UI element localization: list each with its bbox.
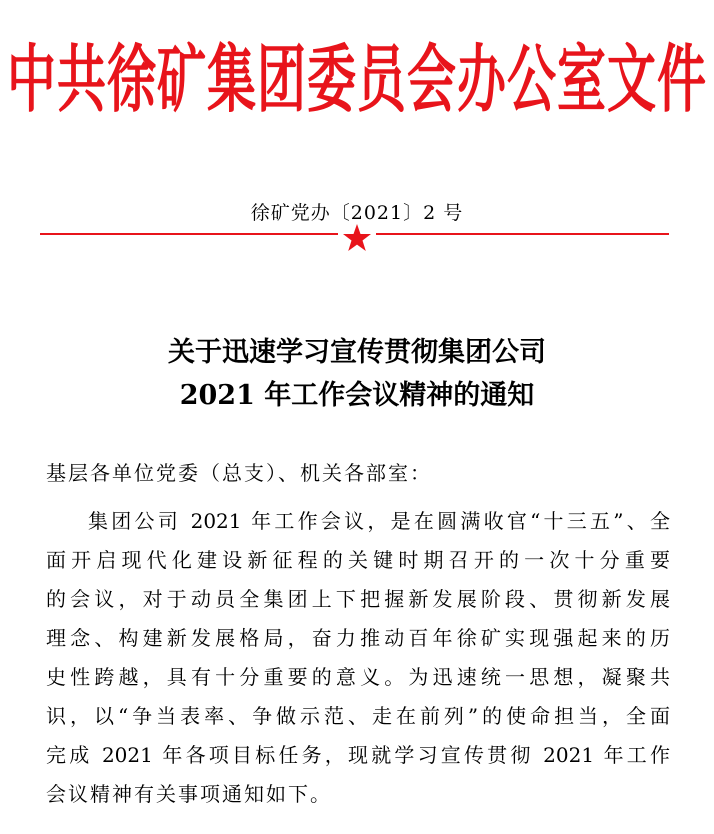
body-line: 会议精神有关事项通知如下。 bbox=[46, 782, 332, 806]
body-line: 识，以“争当表率、争做示范、走在前列”的使命担当，全面 bbox=[46, 704, 670, 728]
body-line: 集团公司 2021 年工作会议，是在圆满收官“十三五”、全 bbox=[88, 509, 670, 533]
red-divider-right bbox=[376, 233, 669, 235]
body-line: 理念、构建新发展格局，奋力推动百年徐矿实现强起来的历 bbox=[46, 626, 670, 650]
document-number: 徐矿党办〔2021〕2 号 bbox=[250, 202, 464, 224]
masthead-title: 中共徐矿集团委员会办公室文件 bbox=[6, 37, 707, 123]
body-line: 史性跨越，具有十分重要的意义。为迅速统一思想，凝聚共 bbox=[46, 665, 670, 689]
body-line: 面开启现代化建设新征程的关键时期召开的一次十分重要 bbox=[46, 548, 670, 572]
notice-title-line-1: 关于迅速学习宣传贯彻集团公司 bbox=[168, 337, 546, 368]
red-divider-left bbox=[40, 233, 338, 235]
notice-title-line-2: 2021 年工作会议精神的通知 bbox=[179, 380, 535, 411]
red-star-icon bbox=[341, 222, 373, 254]
body-line: 的会议，对于动员全集团上下把握新发展阶段、贯彻新发展 bbox=[46, 587, 670, 611]
salutation: 基层各单位党委（总支）、机关各部室： bbox=[46, 461, 432, 485]
body-line: 完成 2021 年各项目标任务，现就学习宣传贯彻 2021 年工作 bbox=[46, 743, 670, 767]
